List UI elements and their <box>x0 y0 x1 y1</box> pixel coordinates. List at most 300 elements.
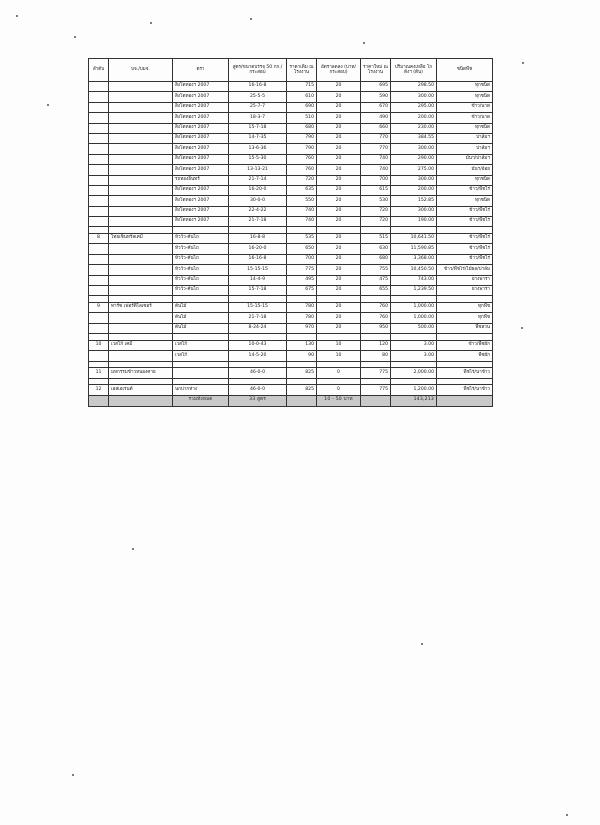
table-row <box>89 154 493 164</box>
cell-brand: สิงโตทองฯ 2007 <box>173 123 229 133</box>
table-body <box>89 82 493 407</box>
row-company <box>109 351 173 361</box>
row-no <box>89 165 109 175</box>
spacer-cell <box>317 227 361 234</box>
cell-change: 20 <box>317 206 361 216</box>
cell-new-price: 950 <box>361 323 391 333</box>
cell-new-price: 615 <box>361 185 391 195</box>
spacer-cell <box>361 378 391 385</box>
cell-change: 20 <box>317 254 361 264</box>
table-row <box>89 313 493 323</box>
total-cell <box>89 395 109 406</box>
cell-brand: ต้นไม้ <box>173 303 229 313</box>
cell-change: 20 <box>317 123 361 133</box>
fertilizer-price-table <box>88 58 493 407</box>
spacer-cell <box>229 334 287 341</box>
row-company: มหกรรมข้าวหนองคาย <box>109 368 173 378</box>
total-cell <box>287 395 317 406</box>
cell-formula: 14-5-20 <box>229 351 287 361</box>
cell-new-price: 740 <box>361 154 391 164</box>
cell-crop: พืชสวน <box>437 323 493 333</box>
cell-crop: ทุกชนิด <box>437 92 493 102</box>
row-company: ทาร์ซ เฟอร์ติไลเซอร์ <box>109 303 173 313</box>
table-row <box>89 102 493 112</box>
total-cell: 143,213 <box>391 395 437 406</box>
cell-brand: หัววัว-คันไถ <box>173 286 229 296</box>
spacer-row <box>89 378 493 385</box>
col-header-stock: ปริมาณคงเหลือ โกดังฯ (ตัน) <box>391 59 437 82</box>
cell-formula: 21-7-14 <box>229 175 287 185</box>
cell-old-price: 700 <box>287 254 317 264</box>
cell-change: 20 <box>317 82 361 92</box>
row-company: ไทยเซ็นทรัลเคมี <box>109 234 173 244</box>
cell-change: 20 <box>317 165 361 175</box>
cell-stock: 295.00 <box>391 102 437 112</box>
spacer-cell <box>317 334 361 341</box>
table-row <box>89 275 493 285</box>
total-cell: 10 - 50 บาท <box>317 395 361 406</box>
spacer-cell <box>229 296 287 303</box>
cell-crop: ปาล์มฯ <box>437 133 493 143</box>
cell-brand: ต้นไม้ <box>173 323 229 333</box>
row-no <box>89 265 109 275</box>
spacer-cell <box>287 296 317 303</box>
cell-formula: 14-7-35 <box>229 133 287 143</box>
spacer-cell <box>437 361 493 368</box>
cell-old-price: 775 <box>287 265 317 275</box>
cell-formula: 15-15-15 <box>229 303 287 313</box>
row-company <box>109 206 173 216</box>
spacer-cell <box>361 334 391 341</box>
spacer-cell <box>317 296 361 303</box>
table-row <box>89 92 493 102</box>
cell-old-price: 970 <box>287 323 317 333</box>
cell-formula: 13-6-36 <box>229 144 287 154</box>
cell-crop: ข้าว/นาด <box>437 113 493 123</box>
spacer-cell <box>391 227 437 234</box>
cell-old-price: 720 <box>287 175 317 185</box>
cell-formula: 15-15-15 <box>229 265 287 275</box>
cell-change: 20 <box>317 265 361 275</box>
cell-formula: 25-5-5 <box>229 92 287 102</box>
cell-formula: 46-0-0 <box>229 385 287 395</box>
spacer-cell <box>229 361 287 368</box>
cell-old-price: 790 <box>287 133 317 143</box>
table-row <box>89 385 493 395</box>
table-row <box>89 144 493 154</box>
cell-crop: ข้าว/พืชไร่ <box>437 185 493 195</box>
cell-crop: ข้าว/พืชไร่ <box>437 234 493 244</box>
row-company <box>109 123 173 133</box>
cell-stock: 190.00 <box>391 217 437 227</box>
row-company <box>109 92 173 102</box>
total-row <box>89 395 493 406</box>
row-no <box>89 92 109 102</box>
cell-stock: 300.00 <box>391 175 437 185</box>
cell-crop: ข้าว/พืชไร่ <box>437 244 493 254</box>
col-header-no: ลำดับ <box>89 59 109 82</box>
cell-old-price: 510 <box>287 113 317 123</box>
cell-crop: ข้าว/พืชผัก <box>437 340 493 350</box>
row-company <box>109 286 173 296</box>
cell-old-price: 790 <box>287 144 317 154</box>
scan-speck <box>566 814 568 816</box>
row-no <box>89 123 109 133</box>
row-no: 9 <box>89 303 109 313</box>
cell-crop: ทุกชนิด <box>437 82 493 92</box>
cell-old-price: 90 <box>287 351 317 361</box>
row-company <box>109 113 173 123</box>
cell-change: 20 <box>317 102 361 112</box>
cell-new-price: 80 <box>361 351 391 361</box>
cell-old-price: 680 <box>287 123 317 133</box>
cell-crop: ทุกชนิด <box>437 123 493 133</box>
cell-new-price: 475 <box>361 275 391 285</box>
row-no <box>89 275 109 285</box>
cell-new-price: 490 <box>361 113 391 123</box>
row-no <box>89 82 109 92</box>
spacer-row <box>89 227 493 234</box>
spacer-cell <box>173 334 229 341</box>
cell-new-price: 770 <box>361 144 391 154</box>
table-header-row <box>89 59 493 82</box>
cell-old-price: 715 <box>287 82 317 92</box>
spacer-cell <box>287 361 317 368</box>
cell-stock: 200.00 <box>391 113 437 123</box>
cell-crop: มันฯ/อ้อย <box>437 165 493 175</box>
cell-stock: 1,239.50 <box>391 286 437 296</box>
cell-new-price: 630 <box>361 244 391 254</box>
row-company <box>109 275 173 285</box>
cell-stock: 3.00 <box>391 351 437 361</box>
cell-new-price: 515 <box>361 234 391 244</box>
table-row <box>89 217 493 227</box>
table-row <box>89 133 493 143</box>
cell-change: 20 <box>317 154 361 164</box>
spacer-cell <box>89 378 109 385</box>
table-row <box>89 323 493 333</box>
cell-brand: สิงโตทองฯ 2007 <box>173 154 229 164</box>
cell-formula: 15-7-18 <box>229 286 287 296</box>
cell-old-price: 825 <box>287 385 317 395</box>
spacer-cell <box>391 378 437 385</box>
spacer-cell <box>437 334 493 341</box>
spacer-row <box>89 334 493 341</box>
cell-crop: พืชผัก <box>437 351 493 361</box>
spacer-cell <box>109 334 173 341</box>
row-no <box>89 206 109 216</box>
table-row <box>89 82 493 92</box>
row-no <box>89 254 109 264</box>
cell-change: 20 <box>317 144 361 154</box>
table-row <box>89 185 493 195</box>
cell-stock: 300.00 <box>391 144 437 154</box>
spacer-cell <box>391 296 437 303</box>
cell-stock: 743.00 <box>391 275 437 285</box>
row-company <box>109 175 173 185</box>
cell-stock: 10,641.50 <box>391 234 437 244</box>
cell-new-price: 740 <box>361 165 391 175</box>
scan-speck <box>74 36 76 38</box>
spacer-cell <box>361 361 391 368</box>
cell-old-price: 760 <box>287 154 317 164</box>
row-no <box>89 185 109 195</box>
row-company <box>109 165 173 175</box>
cell-stock: 3.00 <box>391 340 437 350</box>
cell-change: 20 <box>317 313 361 323</box>
row-no: 8 <box>89 234 109 244</box>
table-row <box>89 196 493 206</box>
spacer-cell <box>361 227 391 234</box>
cell-change: 20 <box>317 286 361 296</box>
cell-crop: ปาล์มฯ <box>437 144 493 154</box>
row-company <box>109 244 173 254</box>
cell-brand: สิงโตทองฯ 2007 <box>173 196 229 206</box>
cell-old-price: 780 <box>287 313 317 323</box>
cell-formula: 25-7-7 <box>229 102 287 112</box>
cell-formula: 16-20-0 <box>229 244 287 254</box>
cell-brand: สิงโตทองฯ 2007 <box>173 102 229 112</box>
cell-change: 20 <box>317 92 361 102</box>
spacer-row <box>89 361 493 368</box>
cell-brand: ต้นไม้ <box>173 313 229 323</box>
cell-stock: 300.00 <box>391 92 437 102</box>
spacer-cell <box>173 378 229 385</box>
cell-old-price: 495 <box>287 275 317 285</box>
cell-crop: ยางพารา <box>437 275 493 285</box>
row-no <box>89 323 109 333</box>
table-row <box>89 368 493 378</box>
spacer-cell <box>109 361 173 368</box>
cell-brand: นกปากห่าง <box>173 385 229 395</box>
total-cell: 33 สูตร <box>229 395 287 406</box>
row-company <box>109 154 173 164</box>
row-company <box>109 196 173 206</box>
cell-brand: หัววัว-คันไถ <box>173 234 229 244</box>
cell-brand: หัววัว-คันไถ <box>173 244 229 254</box>
scan-speck <box>47 104 49 106</box>
spacer-cell <box>173 296 229 303</box>
table-row <box>89 351 493 361</box>
cell-formula: 30-0-0 <box>229 196 287 206</box>
cell-brand: สิงโตทองฯ 2007 <box>173 217 229 227</box>
cell-change: 20 <box>317 217 361 227</box>
spacer-cell <box>287 227 317 234</box>
cell-brand: หัววัว-คันไถ <box>173 254 229 264</box>
spacer-cell <box>109 296 173 303</box>
cell-formula: 22-4-22 <box>229 206 287 216</box>
cell-change: 10 <box>317 340 361 350</box>
cell-stock: 300.00 <box>391 206 437 216</box>
row-no <box>89 217 109 227</box>
row-no: 12 <box>89 385 109 395</box>
spacer-cell <box>361 296 391 303</box>
scan-speck <box>521 327 523 329</box>
spacer-cell <box>287 378 317 385</box>
cell-old-price: 740 <box>287 217 317 227</box>
cell-brand: สิงโตทองฯ 2007 <box>173 113 229 123</box>
cell-change: 0 <box>317 385 361 395</box>
cell-old-price: 740 <box>287 206 317 216</box>
cell-crop: ข้าว/พืชไร่ <box>437 206 493 216</box>
table-row <box>89 123 493 133</box>
cell-stock: 2,000.00 <box>391 368 437 378</box>
cell-stock: 1,200.00 <box>391 385 437 395</box>
cell-crop: ทุกชนิด <box>437 196 493 206</box>
row-company: เวสโก้ เคมี <box>109 340 173 350</box>
cell-new-price: 660 <box>361 123 391 133</box>
cell-formula: 13-13-21 <box>229 165 287 175</box>
row-company <box>109 265 173 275</box>
total-cell <box>109 395 173 406</box>
total-cell: รวมทั้งหมด <box>173 395 229 406</box>
cell-brand: หัววัว-คันไถ <box>173 275 229 285</box>
row-no: 11 <box>89 368 109 378</box>
cell-new-price: 695 <box>361 82 391 92</box>
cell-brand: สิงโตทองฯ 2007 <box>173 92 229 102</box>
cell-new-price: 590 <box>361 92 391 102</box>
cell-new-price: 755 <box>361 265 391 275</box>
col-header-brand: ตรา <box>173 59 229 82</box>
row-no <box>89 351 109 361</box>
table-row <box>89 254 493 264</box>
cell-brand: สิงโตทองฯ 2007 <box>173 133 229 143</box>
cell-formula: 14-4-9 <box>229 275 287 285</box>
cell-stock: 1,000.00 <box>391 303 437 313</box>
cell-crop: ข้าว/พืชไร่/ไม้ผล/ปาล์ม <box>437 265 493 275</box>
cell-stock: 230.00 <box>391 123 437 133</box>
cell-crop: ทุกชนิด <box>437 175 493 185</box>
scan-speck <box>16 15 18 17</box>
cell-crop: ข้าว/พืชไร่ <box>437 254 493 264</box>
cell-change: 20 <box>317 234 361 244</box>
cell-change: 20 <box>317 303 361 313</box>
table-row <box>89 340 493 350</box>
spacer-cell <box>109 227 173 234</box>
cell-old-price: 690 <box>287 102 317 112</box>
scan-speck <box>250 18 252 20</box>
cell-change: 20 <box>317 323 361 333</box>
cell-stock: 152.85 <box>391 196 437 206</box>
col-header-crop: ชนิดพืช <box>437 59 493 82</box>
cell-new-price: 775 <box>361 368 391 378</box>
cell-old-price: 550 <box>287 196 317 206</box>
row-company: เอสเอเรนต์ <box>109 385 173 395</box>
cell-new-price: 720 <box>361 217 391 227</box>
cell-stock: 290.00 <box>391 154 437 164</box>
scan-speck <box>421 643 423 645</box>
spacer-cell <box>437 296 493 303</box>
table-row <box>89 113 493 123</box>
cell-change: 20 <box>317 133 361 143</box>
spacer-cell <box>109 378 173 385</box>
table-row <box>89 206 493 216</box>
table-row <box>89 286 493 296</box>
cell-old-price: 825 <box>287 368 317 378</box>
cell-crop: พืชไร่/นาข้าว <box>437 368 493 378</box>
cell-stock: 200.00 <box>391 185 437 195</box>
cell-crop: ข้าว/นาด <box>437 102 493 112</box>
cell-change: 20 <box>317 275 361 285</box>
table-row <box>89 165 493 175</box>
row-no <box>89 175 109 185</box>
row-no <box>89 244 109 254</box>
row-company <box>109 144 173 154</box>
cell-formula: 10-0-43 <box>229 340 287 350</box>
spacer-cell <box>317 378 361 385</box>
cell-crop: มันฯ/ปาล์มฯ <box>437 154 493 164</box>
cell-old-price: 675 <box>287 286 317 296</box>
cell-change: 20 <box>317 113 361 123</box>
cell-formula: 15-7-18 <box>229 123 287 133</box>
cell-formula: 21-7-18 <box>229 313 287 323</box>
row-no <box>89 154 109 164</box>
row-company <box>109 217 173 227</box>
col-header-formula: สูตร/ขนาดบรรจุ 50 กก./กระสอบ <box>229 59 287 82</box>
cell-formula: 18-3-7 <box>229 113 287 123</box>
cell-new-price: 530 <box>361 196 391 206</box>
total-cell <box>361 395 391 406</box>
cell-old-price: 535 <box>287 234 317 244</box>
cell-stock: 384.55 <box>391 133 437 143</box>
row-company <box>109 133 173 143</box>
scan-speck <box>150 22 152 24</box>
spacer-cell <box>391 361 437 368</box>
cell-formula: 16-16-8 <box>229 82 287 92</box>
scan-speck <box>363 42 365 44</box>
spacer-cell <box>229 378 287 385</box>
col-header-change: อัตราลดลง (บาท/กระสอบ) <box>317 59 361 82</box>
cell-formula: 46-0-0 <box>229 368 287 378</box>
row-no <box>89 313 109 323</box>
cell-change: 20 <box>317 244 361 254</box>
cell-new-price: 770 <box>361 133 391 143</box>
col-header-company: บจ./บมจ. <box>109 59 173 82</box>
cell-brand: เวสโก้ <box>173 340 229 350</box>
cell-new-price: 670 <box>361 102 391 112</box>
cell-formula: 16-16-8 <box>229 254 287 264</box>
spacer-cell <box>317 361 361 368</box>
cell-change: 10 <box>317 351 361 361</box>
cell-stock: 11,590.85 <box>391 244 437 254</box>
cell-crop: ทุกพืช <box>437 313 493 323</box>
table-row <box>89 234 493 244</box>
cell-old-price: 610 <box>287 92 317 102</box>
cell-formula: 21-7-18 <box>229 217 287 227</box>
cell-brand: รถทองอินทร์ <box>173 175 229 185</box>
spacer-cell <box>437 378 493 385</box>
col-header-old-price: ราคาเดิม ณ โรงงาน <box>287 59 317 82</box>
cell-brand: สิงโตทองฯ 2007 <box>173 185 229 195</box>
cell-brand: สิงโตทองฯ 2007 <box>173 144 229 154</box>
cell-old-price: 650 <box>287 244 317 254</box>
row-company <box>109 254 173 264</box>
table-row <box>89 265 493 275</box>
cell-brand: เวสโก้ <box>173 351 229 361</box>
cell-formula: 8-24-24 <box>229 323 287 333</box>
cell-change: 20 <box>317 196 361 206</box>
cell-stock: 500.00 <box>391 323 437 333</box>
cell-stock: 1,000.00 <box>391 313 437 323</box>
spacer-cell <box>437 227 493 234</box>
row-no <box>89 196 109 206</box>
cell-stock: 275.00 <box>391 165 437 175</box>
cell-old-price: 130 <box>287 340 317 350</box>
row-company <box>109 185 173 195</box>
cell-new-price: 655 <box>361 286 391 296</box>
row-no <box>89 102 109 112</box>
cell-new-price: 775 <box>361 385 391 395</box>
